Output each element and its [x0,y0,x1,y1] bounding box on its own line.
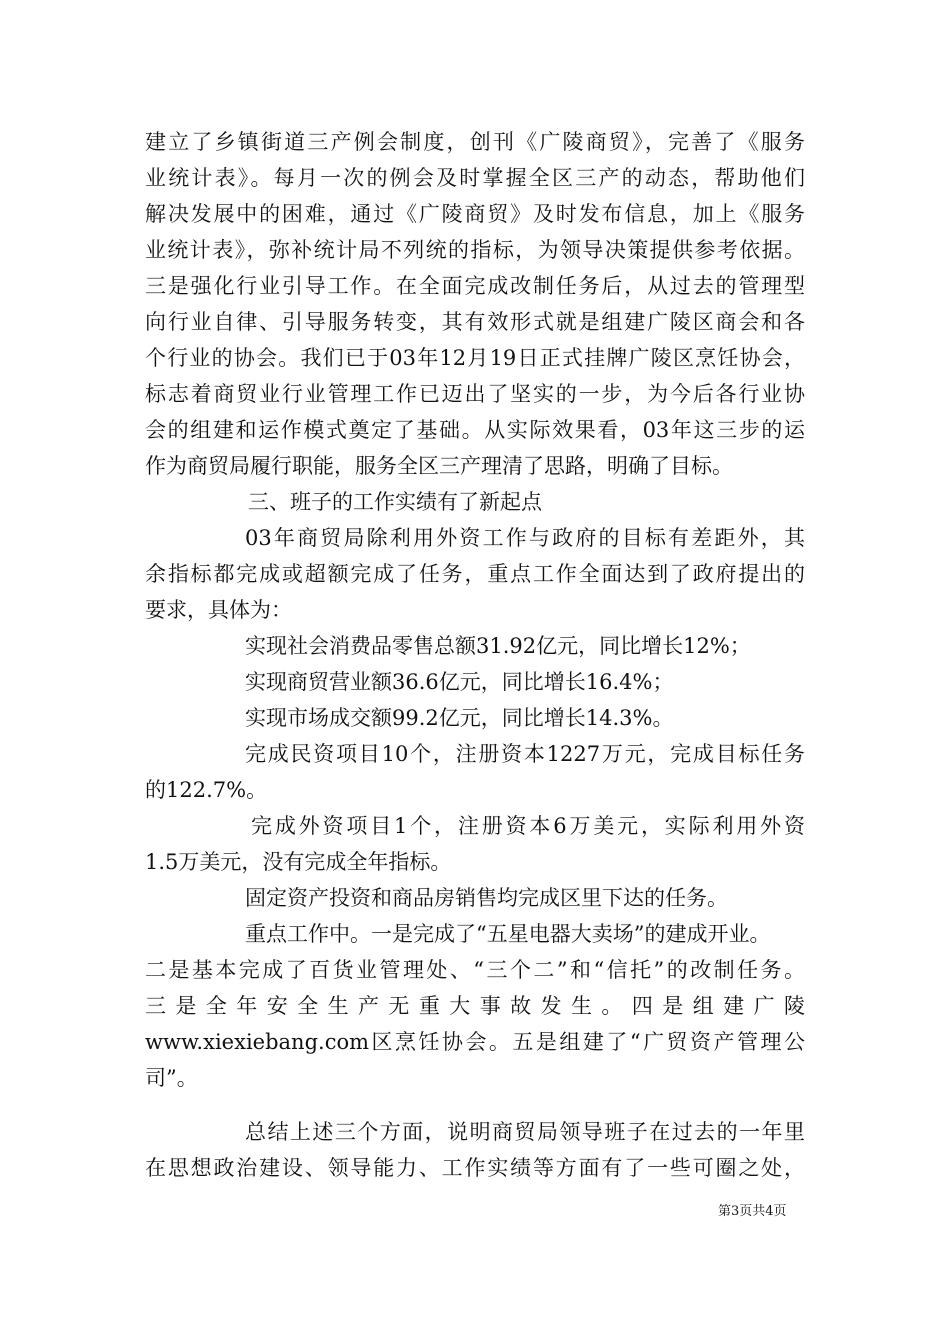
text-line: 余指标都完成或超额完成了任务，重点工作全面达到了政府提出的 [145,562,805,586]
text-line: 建立了乡镇街道三产例会制度，创刊《广陵商贸》，完善了《服务 [145,130,805,154]
section-heading: 三、班子的工作实绩有了新起点 [248,490,542,514]
text-line: 的122.7%。 [145,778,268,802]
text-line: 解决发展中的困难，通过《广陵商贸》及时发布信息，加上《服务 [145,202,805,226]
text-line: 完成民资项目10个，注册资本1227万元，完成目标任务 [245,742,805,766]
text-line: 个行业的协会。我们已于03年12月19日正式挂牌广陵区烹饪协会， [145,346,805,370]
page-number: 第3页共4页 [718,1204,787,1219]
text-line: 三是强化行业引导工作。在全面完成改制任务后，从过去的管理型 [145,274,805,298]
text-line: 在思想政治建设、领导能力、工作实绩等方面有了一些可圈之处， [145,1156,805,1180]
text-line: 三是全年安全生产无重大事故发生。四是组建广陵 [145,994,805,1018]
stat-line: 实现社会消费品零售总额31.92亿元，同比增长12%； [245,634,751,658]
text-line: 03年商贸局除利用外资工作与政府的目标有差距外，其 [245,526,805,550]
text-line: www.xiexiebang.com区烹饪协会。五是组建了“广贸资产管理公 [145,1030,805,1054]
text-line: 作为商贸局履行职能，服务全区三产理清了思路，明确了目标。 [145,454,733,478]
text-line: 完成外资项目1个，注册资本6万美元，实际利用外资 [251,814,805,838]
text-line: 重点工作中。一是完成了“五星电器大卖场”的建成开业。 [245,922,771,946]
text-line: 业统计表》，弥补统计局不列统的指标，为领导决策提供参考依据。 [145,238,805,262]
stat-line: 实现市场成交额99.2亿元，同比增长14.3%。 [245,706,674,730]
text-line: 标志着商贸业行业管理工作已迈出了坚实的一步，为今后各行业协 [145,382,805,406]
text-line: 司”。 [145,1066,198,1090]
text-line: 1.5万美元，没有完成全年指标。 [145,850,452,874]
text-line: 会的组建和运作模式奠定了基础。从实际效果看，03年这三步的运 [145,418,805,442]
text-line: 业统计表》。每月一次的例会及时掌握全区三产的动态，帮助他们 [145,166,805,190]
text-line: 固定资产投资和商品房销售均完成区里下达的任务。 [245,886,728,910]
text-line: 总结上述三个方面，说明商贸局领导班子在过去的一年里 [245,1120,805,1144]
text-line: 向行业自律、引导服务转变，其有效形式就是组建广陵区商会和各 [145,310,805,334]
text-line: 二是基本完成了百货业管理处、“三个二”和“信托”的改制任务。 [145,958,805,982]
text-line: 要求，具体为： [145,598,292,622]
stat-line: 实现商贸营业额36.6亿元，同比增长16.4%； [245,670,674,694]
